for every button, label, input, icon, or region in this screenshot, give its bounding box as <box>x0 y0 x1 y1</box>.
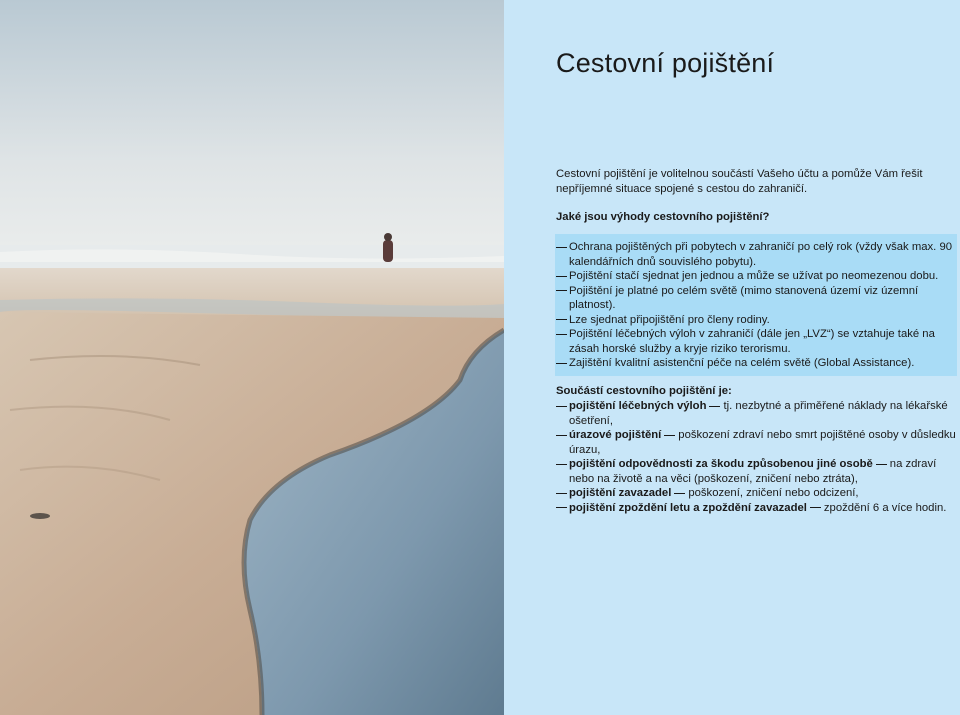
page-title: Cestovní pojištění <box>556 48 775 78</box>
intro-text: Cestovní pojištění je volitelnou součástí Vašeho účtu a pomůže Vám řešit nepříjemné situace spojené s cestou do zahraničí. <box>556 168 923 195</box>
part-desc: poškození, zničení nebo odcizení, <box>688 487 859 499</box>
part-term: pojištění léčebných výloh <box>569 400 707 412</box>
dash-icon <box>709 406 720 407</box>
dash-icon <box>556 334 567 335</box>
benefits-box <box>555 234 957 376</box>
part-desc: tj. nezbytné a přiměřené náklady na lékařské ošetření, <box>569 400 948 427</box>
dash-icon <box>556 493 567 494</box>
part-term: úrazové pojištění <box>569 429 662 441</box>
list-item <box>555 486 957 501</box>
dash-icon <box>876 464 887 465</box>
benefits-heading: Jaké jsou výhody cestovního pojištění? <box>556 211 770 223</box>
dash-icon <box>556 247 567 248</box>
benefits-list <box>555 240 957 371</box>
parts-section <box>555 399 957 515</box>
list-item <box>555 240 957 269</box>
dash-icon <box>556 290 567 291</box>
benefit-text: Lze sjednat připojištění pro členy rodiny. <box>569 313 770 326</box>
benefit-text: Ochrana pojištěných při pobytech v zahraničí po celý rok (vždy však max. 90 kalendářních dnů souvislého pobytu). <box>569 241 953 268</box>
benefit-text: Pojištění stačí sjednat jen jednou a může se užívat po neomezenou dobu. <box>569 270 939 282</box>
part-term: pojištění zpoždění letu a zpoždění zavazadel <box>569 501 807 514</box>
dash-icon <box>556 435 567 436</box>
dash-icon <box>810 507 821 508</box>
parts-heading: Součástí cestovního pojištění je: <box>556 385 732 397</box>
list-item <box>555 501 957 516</box>
part-desc: na zdraví nebo na životě a na věci (poškození, zničení nebo ztráta), <box>569 458 937 485</box>
dash-icon <box>556 276 567 277</box>
part-desc: zpoždění 6 a více hodin. <box>823 501 947 514</box>
list-item <box>555 428 957 457</box>
part-term: pojištění odpovědnosti za škodu způsobenou jiné osobě <box>569 458 873 470</box>
list-item <box>555 327 957 356</box>
dash-icon <box>556 406 567 407</box>
parts-list <box>555 399 957 515</box>
dash-icon <box>556 507 567 508</box>
list-item <box>555 457 957 486</box>
list-item <box>555 269 957 284</box>
part-term: pojištění zavazadel <box>569 487 672 499</box>
part-desc: poškození zdraví nebo smrt pojištěné osoby v důsledku úrazu, <box>569 429 956 456</box>
dash-icon <box>664 435 675 436</box>
dash-icon <box>556 319 567 320</box>
content-panel <box>504 0 960 715</box>
benefit-text: Pojištění léčebných výloh v zahraničí (dále jen „LVZ“) se vztahuje také na zásah horské služby a kryje riziko terorismu. <box>569 328 935 355</box>
list-item <box>555 313 957 328</box>
dash-icon <box>556 464 567 465</box>
benefit-text: Zajištění kvalitní asistenční péče na celém světě (Global Assistance). <box>569 357 915 369</box>
list-item <box>555 284 957 313</box>
list-item <box>555 356 957 371</box>
benefit-text: Pojištění je platné po celém světě (mimo stanovená území viz územní platnost). <box>569 284 919 311</box>
list-item <box>555 399 957 428</box>
dash-icon <box>674 493 685 494</box>
dash-icon <box>556 363 567 364</box>
